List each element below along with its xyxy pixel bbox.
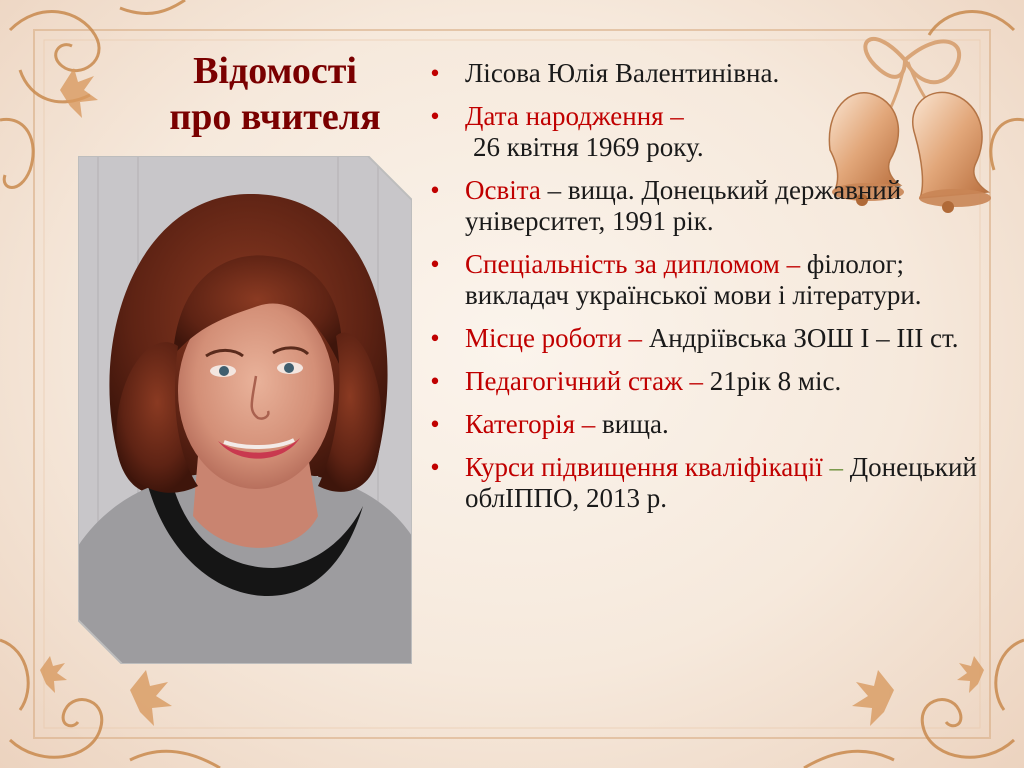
title-line-1: Відомості (193, 50, 357, 92)
courses-label: Курси підвищення кваліфікації (465, 452, 823, 482)
list-item-birthdate (425, 101, 985, 163)
bullet: • (430, 58, 440, 88)
portrait-image (78, 156, 412, 664)
teacher-photo (78, 156, 412, 664)
courses-value: Донецький облІППО, 2013 р. (465, 452, 977, 513)
bullet: • (430, 249, 440, 279)
workplace-value: Андріївська ЗОШ І – ІІІ ст. (642, 323, 959, 353)
bullet: • (430, 366, 440, 396)
birthdate-label: Дата народження – (465, 101, 684, 131)
list-item-education (425, 175, 985, 237)
list-item-courses (425, 452, 985, 514)
list-item-workplace (425, 323, 985, 354)
category-value: вища. (595, 409, 669, 439)
birthdate-value: 26 квітня 1969 року. (473, 132, 704, 162)
experience-label: Педагогічний стаж – (465, 366, 704, 396)
bullet: • (430, 175, 440, 205)
list-item-experience (425, 366, 985, 397)
page-title (130, 48, 420, 140)
list-item-name (425, 58, 985, 89)
bullet: • (430, 452, 440, 482)
list-item-category (425, 409, 985, 440)
bullet: • (430, 409, 440, 439)
category-label: Категорія – (465, 409, 596, 439)
experience-value: 21рік 8 міс. (703, 366, 842, 396)
bullet: • (430, 323, 440, 353)
workplace-label: Місце роботи – (465, 323, 643, 353)
specialty-value: філолог; викладач української мови і літератури. (465, 249, 922, 310)
list-item-specialty (425, 249, 985, 311)
specialty-label: Спеціальність за дипломом – (465, 249, 801, 279)
teacher-name: Лісова Юлія Валентинівна. (465, 58, 780, 88)
courses-dash: – (822, 452, 850, 482)
title-line-2: про вчителя (169, 96, 381, 138)
education-value: – вища. Донецький державний університет, 1991 рік. (465, 175, 902, 236)
bullet: • (430, 101, 440, 131)
education-label: Освіта (465, 175, 541, 205)
teacher-info-list (425, 58, 985, 526)
